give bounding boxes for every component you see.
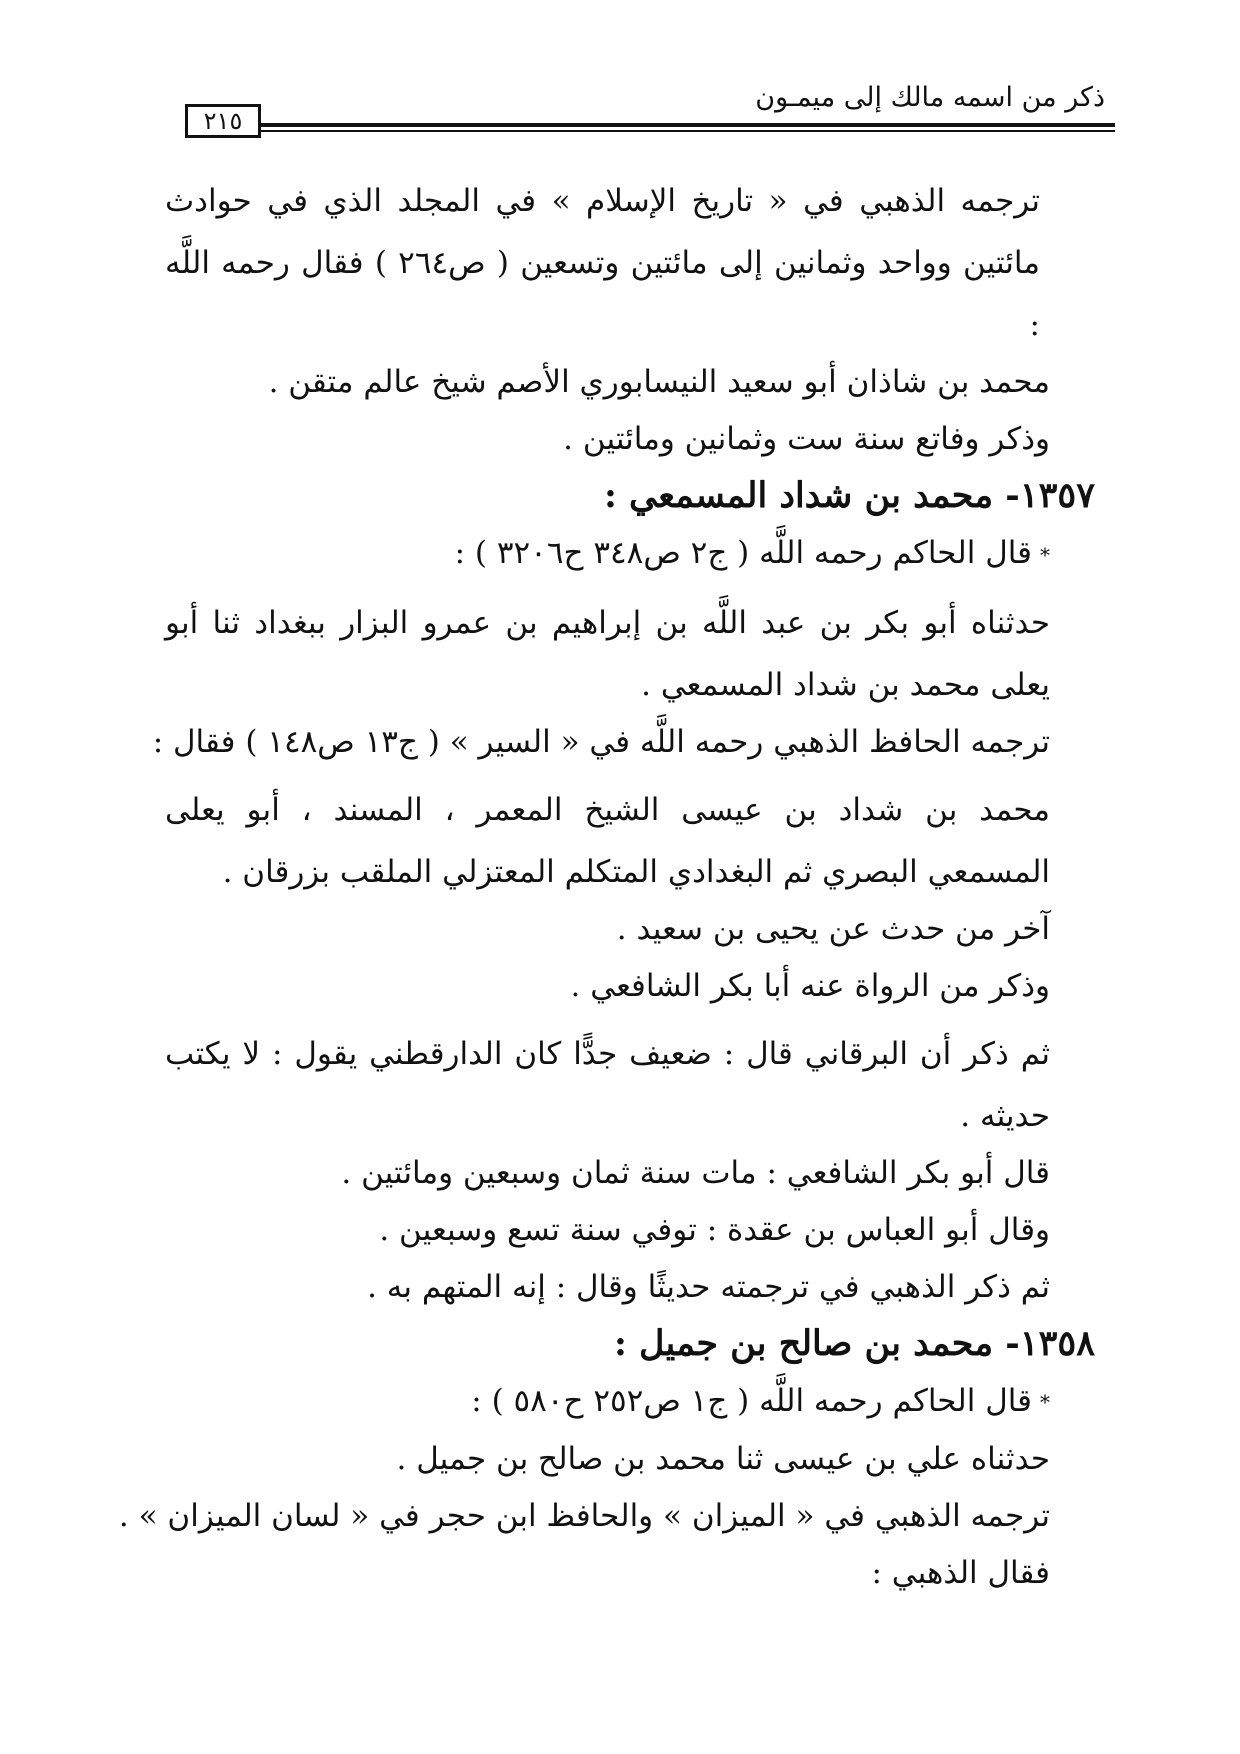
paragraph: ترجمه الحافظ الذهبي رحمه اللَّه في « السير » ( ج١٣ ص١٤٨ ) فقال : <box>152 723 1050 760</box>
paragraph: ثم ذكر أن البرقاني قال : ضعيف جدًّا كان الدارقطني يقول : لا يكتب حديثه . <box>165 1035 1050 1134</box>
header-rule-thin <box>261 130 1115 132</box>
running-title: ذكر من اسمه مالك إلى ميمـون <box>755 82 1105 113</box>
paragraph: حدثناه أبو بكر بن عبد اللَّه بن إبراهيم بن عمرو البزار ببغداد ثنا أبو يعلى محمد بن شداد المسمعي . <box>165 604 1050 703</box>
paragraph: وذكر من الرواة عنه أبا بكر الشافعي . <box>570 967 1050 1004</box>
paragraph: فقال الذهبي : <box>871 1555 1050 1591</box>
paragraph-text: قال الحاكم رحمه اللَّه ( ج٢ ص٣٤٨ ح٣٢٠٦ ) : <box>454 535 1032 571</box>
paragraph: وذكر وفاتع سنة ست وثمانين ومائتين . <box>563 421 1050 457</box>
paragraph: وقال أبو العباس بن عقدة : توفي سنة تسع وسبعين . <box>379 1211 1050 1248</box>
paragraph <box>165 1381 1095 1423</box>
paragraph <box>165 533 1095 575</box>
paragraph-text: قال الحاكم رحمه اللَّه ( ج١ ص٢٥٢ ح٥٨٠ ) : <box>471 1382 1032 1419</box>
paragraph: محمد بن شداد بن عيسى الشيخ المعمر ، المسند ، أبو يعلى المسمعي البصري ثم البغدادي المتكلم المعتزلي الملقب بزرقان . <box>165 791 1050 890</box>
page-body <box>118 170 1095 1610</box>
entry-heading: ١٣٥٧- محمد بن شداد المسمعي : <box>603 475 1095 516</box>
asterisk-icon: * <box>1040 542 1050 567</box>
paragraph: آخر من حدث عن يحيى بن سعيد . <box>616 910 1050 947</box>
entry-heading: ١٣٥٨- محمد بن صالح بن جميل : <box>613 1322 1095 1364</box>
paragraph: ثم ذكر الذهبي في ترجمته حديثًا وقال : إنه المتهم به . <box>367 1268 1050 1305</box>
page-header <box>185 80 1105 140</box>
header-rule <box>261 123 1115 127</box>
paragraph: قال أبو بكر الشافعي : مات سنة ثمان وسبعين ومائتين . <box>341 1154 1050 1191</box>
paragraph: ترجمه الذهبي في « تاريخ الإسلام » في المجلد الذي في حوادث مائتين وواحد وثمانين إلى مائتين وتسعين ( ص٢٦٤ ) فقال رحمه اللَّه : <box>165 183 1040 343</box>
paragraph: حدثناه علي بن عيسى ثنا محمد بن صالح بن جميل . <box>396 1441 1050 1477</box>
paragraph: ترجمه الذهبي في « الميزان » والحافظ ابن حجر في « لسان الميزان » . <box>118 1498 1050 1534</box>
page-number: ٢١٥ <box>185 104 261 138</box>
paragraph: محمد بن شاذان أبو سعيد النيسابوري الأصم شيخ عالم متقن . <box>268 364 1050 400</box>
asterisk-icon: * <box>1040 1390 1050 1414</box>
